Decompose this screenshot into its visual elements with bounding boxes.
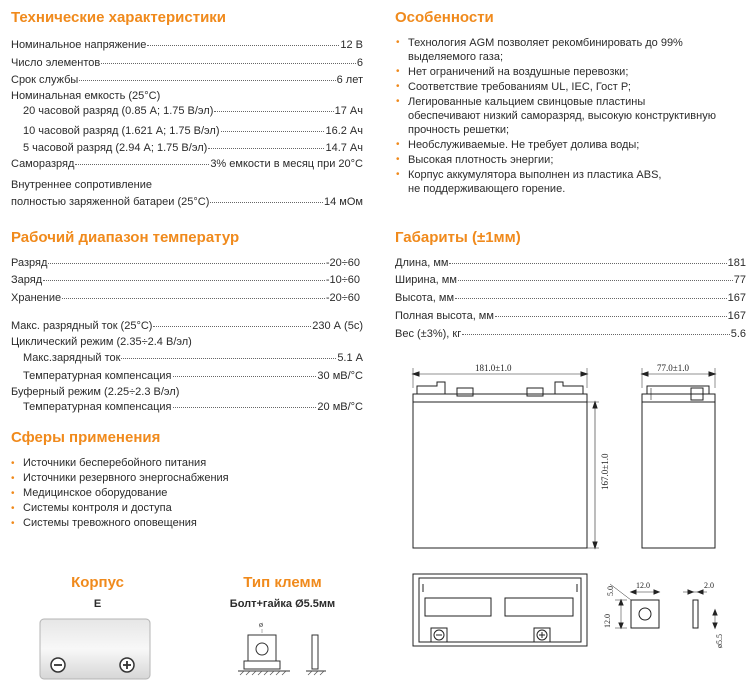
dim-row-width bbox=[395, 273, 746, 287]
dimensions-title: Габариты (±1мм) bbox=[395, 229, 521, 246]
capacity-header: Номинальная емкость (25°C) bbox=[11, 90, 161, 102]
buffer-value: 20 мВ/°C bbox=[317, 401, 363, 413]
top-view bbox=[413, 574, 587, 646]
resistance-line1: Внутреннее сопротивление bbox=[11, 179, 152, 191]
max-current-value: 230 А (5с) bbox=[312, 320, 363, 332]
list-item: • Источники резервного энергоснабжения bbox=[11, 472, 229, 484]
resistance-row bbox=[11, 195, 363, 209]
dim-value: 5.6 bbox=[730, 328, 746, 340]
list-item: • Нет ограничений на воздушные перевозки; bbox=[396, 66, 629, 78]
height-label: 167.0±1.0 bbox=[600, 453, 610, 490]
temp-row-charge bbox=[11, 273, 360, 287]
cyclic-value: 30 мВ/°C bbox=[317, 370, 363, 382]
list-item: • Медицинское оборудование bbox=[11, 487, 168, 499]
dim-label: Полная высота, мм bbox=[395, 310, 494, 322]
spec-value: 12 В bbox=[340, 39, 363, 51]
list-item: • Источники бесперебойного питания bbox=[11, 457, 207, 469]
dim-label: Длина, мм bbox=[395, 257, 449, 269]
resistance-label: полностью заряженной батареи (25°C) bbox=[11, 196, 210, 208]
spec-row-voltage bbox=[11, 38, 363, 52]
spec-row-life bbox=[11, 73, 363, 87]
terminal-title: Тип клемм bbox=[243, 574, 322, 591]
dim-row-length bbox=[395, 256, 746, 270]
buffer-label: Температурная компенсация bbox=[23, 401, 172, 413]
term-depth-label: 5.0 bbox=[606, 586, 615, 596]
housing-diagram bbox=[36, 615, 154, 681]
capacity-row-20h bbox=[23, 104, 363, 118]
list-item: • Системы тревожного оповещения bbox=[11, 517, 197, 529]
cyclic-value: 5.1 А bbox=[337, 352, 363, 364]
capacity-label: 20 часовой разряд (0.85 A; 1.75 В/эл) bbox=[23, 105, 214, 117]
term-thick-label: 2.0 bbox=[704, 581, 714, 590]
cyclic-row-current bbox=[23, 351, 363, 365]
specs-title: Технические характеристики bbox=[11, 9, 227, 26]
max-current-label: Макс. разрядный ток (25°C) bbox=[11, 320, 153, 332]
dim-row-total-height bbox=[395, 309, 746, 323]
self-discharge-label: Саморазряд bbox=[11, 158, 75, 170]
dim-value: 77 bbox=[733, 274, 746, 286]
list-item: • Необслуживаемые. Не требует долива воды; bbox=[396, 139, 640, 151]
capacity-row-10h bbox=[23, 124, 363, 138]
max-current-row bbox=[11, 319, 363, 333]
temp-row-discharge bbox=[11, 256, 360, 270]
temp-value: -20÷60 bbox=[325, 257, 360, 269]
temp-label: Разряд bbox=[11, 257, 48, 269]
self-discharge-row bbox=[11, 157, 363, 171]
list-item: • Легированные кальцием свинцовые пластины обеспечивают низкий саморазряд, высокую конструктивную прочность решетки; bbox=[396, 96, 716, 136]
dim-value: 181 bbox=[727, 257, 746, 269]
spec-value: 6 лет bbox=[336, 74, 363, 86]
dim-row-height bbox=[395, 291, 746, 305]
terminal-diagram bbox=[232, 617, 332, 685]
self-discharge-value: 3% емкости в месяц при 20°C bbox=[210, 158, 363, 170]
dim-value: 167 bbox=[727, 292, 746, 304]
resistance-value: 14 мОм bbox=[324, 196, 363, 208]
cyclic-label: Температурная компенсация bbox=[23, 370, 172, 382]
temp-value: -10÷60 bbox=[325, 274, 360, 286]
buffer-header: Буферный режим (2.25÷2.3 В/эл) bbox=[11, 386, 180, 398]
list-item: • Соответствие требованиям UL, IEC, Гост Р; bbox=[396, 81, 631, 93]
list-item: • Высокая плотность энергии; bbox=[396, 154, 554, 166]
dim-label: Высота, мм bbox=[395, 292, 455, 304]
temp-title: Рабочий диапазон температур bbox=[11, 229, 240, 246]
cyclic-row-compensation bbox=[23, 369, 363, 383]
capacity-value: 16.2 Ач bbox=[325, 125, 363, 137]
spec-label: Срок службы bbox=[11, 74, 79, 86]
side-view bbox=[642, 368, 715, 548]
housing-code: E bbox=[93, 598, 102, 610]
spec-label: Номинальное напряжение bbox=[11, 39, 147, 51]
capacity-row-5h bbox=[23, 141, 363, 155]
temp-row-storage bbox=[11, 291, 360, 305]
list-item: • Технология AGM позволяет рекомбинировать до 99% выделяемого газа; bbox=[396, 37, 683, 63]
terminal-diameter-label: ø bbox=[259, 620, 263, 629]
temp-label: Хранение bbox=[11, 292, 62, 304]
spec-row-cells bbox=[11, 56, 363, 70]
dim-row-weight bbox=[395, 327, 746, 341]
terminal-detail bbox=[610, 584, 717, 628]
features-list bbox=[396, 36, 716, 197]
temp-label: Заряд bbox=[11, 274, 43, 286]
technical-drawing bbox=[395, 360, 745, 690]
dim-label: Вес (±3%), кг bbox=[395, 328, 462, 340]
temp-value: -20÷60 bbox=[325, 292, 360, 304]
front-view bbox=[413, 368, 599, 548]
spec-value: 6 bbox=[356, 57, 363, 69]
term-height-label: 12.0 bbox=[603, 614, 612, 628]
list-item: • Системы контроля и доступа bbox=[11, 502, 172, 514]
applications-list bbox=[11, 456, 229, 531]
cyclic-label: Макс.зарядный ток bbox=[23, 352, 121, 364]
capacity-label: 5 часовой разряд (2.94 A; 1.75 В/эл) bbox=[23, 142, 208, 154]
term-width-label: 12.0 bbox=[636, 581, 650, 590]
dim-value: 167 bbox=[727, 310, 746, 322]
term-hole-label: ø5.5 bbox=[715, 634, 724, 648]
capacity-value: 17 Ач bbox=[334, 105, 363, 117]
dim-label: Ширина, мм bbox=[395, 274, 457, 286]
applications-title: Сферы применения bbox=[11, 429, 161, 446]
terminal-subtitle: Болт+гайка Ø5.5мм bbox=[229, 598, 336, 610]
width-label: 77.0±1.0 bbox=[657, 363, 689, 373]
capacity-label: 10 часовой разряд (1.621 A; 1.75 В/эл) bbox=[23, 125, 220, 137]
buffer-row-compensation bbox=[23, 400, 363, 414]
spec-label: Число элементов bbox=[11, 57, 101, 69]
cyclic-header: Циклический режим (2.35÷2.4 В/эл) bbox=[11, 336, 192, 348]
housing-title: Корпус bbox=[71, 574, 124, 591]
length-label: 181.0±1.0 bbox=[475, 363, 512, 373]
list-item: • Корпус аккумулятора выполнен из пластика ABS, не поддерживающего горение. bbox=[396, 169, 662, 195]
capacity-value: 14.7 Ач bbox=[325, 142, 363, 154]
features-title: Особенности bbox=[395, 9, 494, 26]
